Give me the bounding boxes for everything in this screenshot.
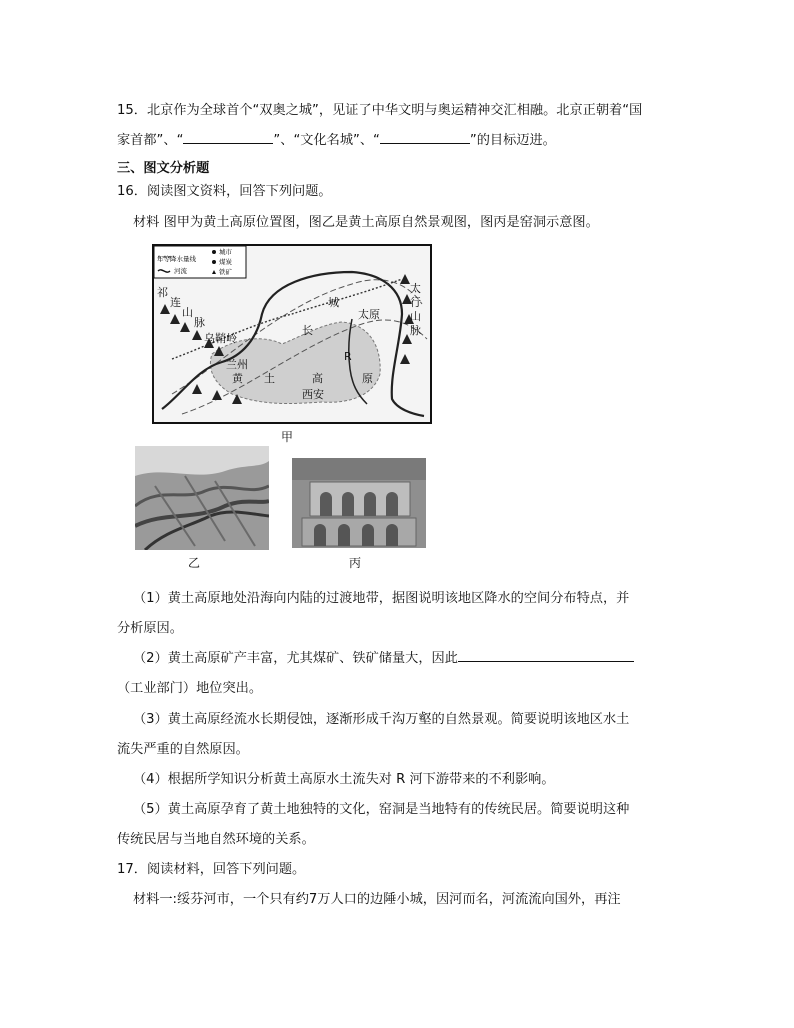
cave-dwelling-photo	[292, 458, 426, 548]
legend-iron: 铁矿	[219, 268, 232, 276]
label-cheng: 城	[328, 296, 339, 309]
label-xian: 西安	[302, 388, 324, 401]
q15-line-2	[117, 129, 556, 148]
label-shan1: 山	[182, 306, 193, 319]
label-qi: 祁	[157, 286, 168, 299]
label-wushaoling: 乌鞘岭	[204, 332, 237, 345]
q16-part4: （4）根据所学知识分析黄土高原水土流失对 R 河下游带来的不利影响。	[133, 772, 555, 787]
map-svg	[152, 244, 432, 424]
q16-part5-line1: （5）黄土高原孕育了黄土地独特的文化，窑洞是当地特有的传统民居。简要说明这种	[133, 802, 630, 817]
legend-coal: 煤炭	[219, 258, 232, 266]
label-chang: 长	[302, 324, 313, 337]
label-shan2: 山	[410, 310, 421, 323]
q16-part1-line1: （1）黄土高原地处沿海向内陆的过渡地带，据图说明该地区降水的空间分布特点，并	[133, 591, 630, 606]
label-R: R	[344, 350, 352, 363]
q16-part1-line2: 分析原因。	[117, 621, 183, 636]
q15-line-1: 15．北京作为全球首个“双奥之城”，见证了中华文明与奥运精神交汇相融。北京正朝着“国	[117, 103, 643, 118]
label-lanzhou: 兰州	[226, 358, 248, 371]
q16-part3-line2: 流失严重的自然原因。	[117, 742, 249, 757]
q16-part3-line1: （3）黄土高原经流水长期侵蚀，逐渐形成千沟万壑的自然景观。简要说明该地区水土	[133, 712, 630, 727]
label-lian: 连	[170, 296, 181, 309]
label-mai1: 脉	[194, 316, 205, 329]
caption-yi: 乙	[188, 556, 201, 570]
label-gao: 高	[312, 372, 323, 385]
q16-intro: 16．阅读图文资料，回答下列问题。	[117, 184, 332, 199]
label-taiyuan: 太原	[358, 308, 380, 321]
label-hang: 行	[410, 296, 421, 309]
label-huang: 黄	[232, 372, 243, 385]
q16-part2-text: （2）黄土高原矿产丰富，尤其煤矿、铁矿储量大，因此	[133, 651, 458, 666]
q16-part5-line2: 传统民居与当地自然环境的关系。	[117, 832, 315, 847]
label-yuan: 原	[362, 372, 373, 385]
q15-text-b: ”、“文化名城”、“	[273, 133, 380, 148]
caption-bing: 丙	[349, 556, 362, 570]
q15-text-c: ”的目标迈进。	[469, 133, 556, 148]
q16-part2-line1	[133, 647, 634, 666]
q15-text-a: 家首都”、“	[117, 133, 184, 148]
q16-part2-line2: （工业部门）地位突出。	[117, 681, 263, 696]
label-mai2: 脉	[410, 324, 421, 337]
legend-river: 河流	[174, 267, 187, 275]
loess-landscape-photo	[135, 446, 269, 550]
q17-material1: 材料一:绥芬河市，一个只有约7万人口的边陲小城，因河而名，河流流向国外，再注	[133, 892, 621, 907]
label-tai: 太	[410, 282, 421, 295]
cave-dwelling-svg	[292, 458, 426, 548]
q16-part2-blank[interactable]	[458, 649, 634, 662]
landscape-svg	[135, 446, 269, 550]
legend-city: 城市	[219, 248, 232, 256]
loess-plateau-location-map	[152, 244, 432, 424]
q15-blank-2[interactable]	[380, 131, 470, 144]
section-title: 三、图文分析题	[117, 161, 210, 176]
legend-isohyet: 年等降水量线	[157, 255, 196, 263]
q15-blank-1[interactable]	[183, 131, 273, 144]
q16-material: 材料 图甲为黄土高原位置图，图乙是黄土高原自然景观图，图丙是窑洞示意图。	[133, 215, 599, 230]
q17-intro: 17．阅读材料，回答下列问题。	[117, 862, 306, 877]
label-tu: 土	[264, 372, 275, 385]
caption-jia: 甲	[281, 430, 294, 444]
